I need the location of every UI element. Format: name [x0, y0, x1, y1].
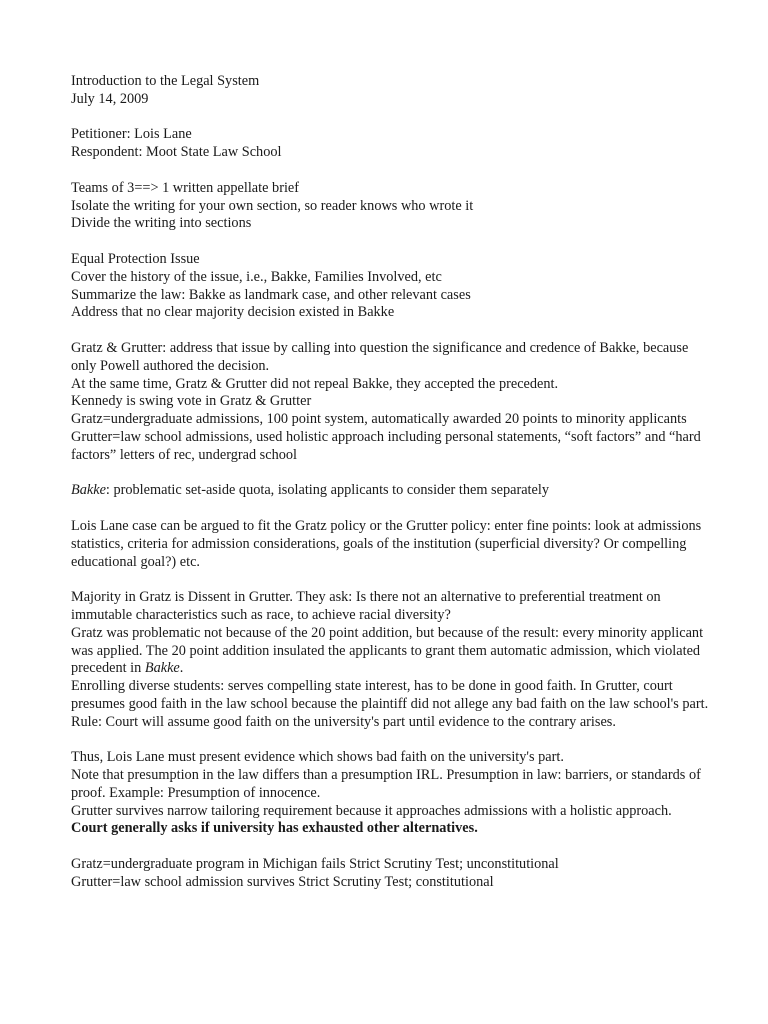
equal-protection-heading: Equal Protection Issue	[71, 250, 200, 267]
document-title: Introduction to the Legal System	[71, 73, 260, 89]
bad-faith-line: Thus, Lois Lane must present evidence which shows bad faith on the university's part.	[71, 749, 564, 766]
spacer	[71, 233, 711, 251]
bakke-case-name: Bakke	[144, 660, 180, 677]
rule-line: Rule: Court will assume good faith on the university's part until evidence to the contrary arises.	[71, 713, 616, 730]
spacer	[71, 162, 711, 180]
history-line: Cover the history of the issue, i.e., Bakke, Families Involved, etc	[71, 268, 442, 285]
teams-line: Teams of 3==> 1 written appellate brief	[71, 179, 300, 196]
bakke-case-name: Bakke	[71, 482, 106, 499]
spacer	[71, 500, 711, 518]
isolate-line: Isolate the writing for your own section, so reader knows who wrote it	[71, 197, 474, 214]
document-page	[71, 73, 711, 892]
diverse-students-paragraph: Enrolling diverse students: serves compelling state interest, has to be done in good faith. In Grutter, court presumes good faith in the law school because the plaintiff did not allege any bad faith on the law school's part.	[71, 678, 709, 712]
alternatives-emphasis: Court generally asks if university has exhausted other alternatives.	[71, 820, 478, 837]
grutter-conclusion: Grutter=law school admission survives Strict Scrutiny Test; constitutional	[71, 873, 494, 890]
lois-lane-paragraph: Lois Lane case can be argued to fit the Gratz policy or the Grutter policy: enter fine points: look at admissions statistics, criteria for admission considerations, goals of the institution (superficial diversity? Or compelling educational goal?) etc.	[71, 517, 702, 570]
spacer	[71, 465, 711, 483]
gratz-definition: Gratz=undergraduate admissions, 100 point system, automatically awarded 20 points to minority applicants	[71, 411, 687, 428]
gratz-problem-text: Gratz was problematic not because of the 20 point addition, but because of the result: every minority applicant was applied. The 20 point addition insulated the applicants to grant them automatic admission, which violated precedent in	[71, 624, 704, 677]
narrow-tailoring-text: Grutter survives narrow tailoring requirement because it approaches admissions with a holistic approach.	[71, 802, 672, 819]
gratz-problem-paragraph	[71, 625, 711, 678]
spacer	[71, 731, 711, 749]
period: .	[179, 660, 184, 677]
spacer	[71, 109, 711, 127]
spacer	[71, 838, 711, 856]
gratz-grutter-paragraph: Gratz & Grutter: address that issue by calling into question the significance and credence of Bakke, because only Powell authored the decision.	[71, 339, 689, 374]
summarize-line: Summarize the law: Bakke as landmark case, and other relevant cases	[71, 286, 471, 303]
spacer	[71, 571, 711, 589]
narrow-tailoring-paragraph	[71, 803, 711, 839]
bakke-description: : problematic set-aside quota, isolating applicants to consider them separately	[105, 482, 549, 499]
spacer	[71, 322, 711, 340]
kennedy-line: Kennedy is swing vote in Gratz & Grutter	[71, 393, 312, 410]
precedent-line: At the same time, Gratz & Grutter did not repeal Bakke, they accepted the precedent.	[71, 375, 559, 392]
majority-paragraph: Majority in Gratz is Dissent in Grutter. They ask: Is there not an alternative to preferential treatment on immutable characteristics such as race, to achieve racial diversity?	[71, 589, 661, 623]
majority-decision-line: Address that no clear majority decision existed in Bakke	[71, 304, 395, 321]
respondent-line: Respondent: Moot State Law School	[71, 144, 282, 161]
grutter-definition: Grutter=law school admissions, used holistic approach including personal statements, “soft factors” and “hard factors” letters of rec, undergrad school	[71, 428, 701, 463]
petitioner-line: Petitioner: Lois Lane	[71, 126, 192, 143]
divide-line: Divide the writing into sections	[71, 215, 252, 232]
gratz-conclusion: Gratz=undergraduate program in Michigan fails Strict Scrutiny Test; unconstitutional	[71, 856, 559, 873]
bakke-line	[71, 482, 711, 500]
presumption-paragraph: Note that presumption in the law differs than a presumption IRL. Presumption in law: barriers, or standards of proof. Example: Presumption of innocence.	[71, 767, 701, 801]
document-date: July 14, 2009	[71, 90, 149, 107]
